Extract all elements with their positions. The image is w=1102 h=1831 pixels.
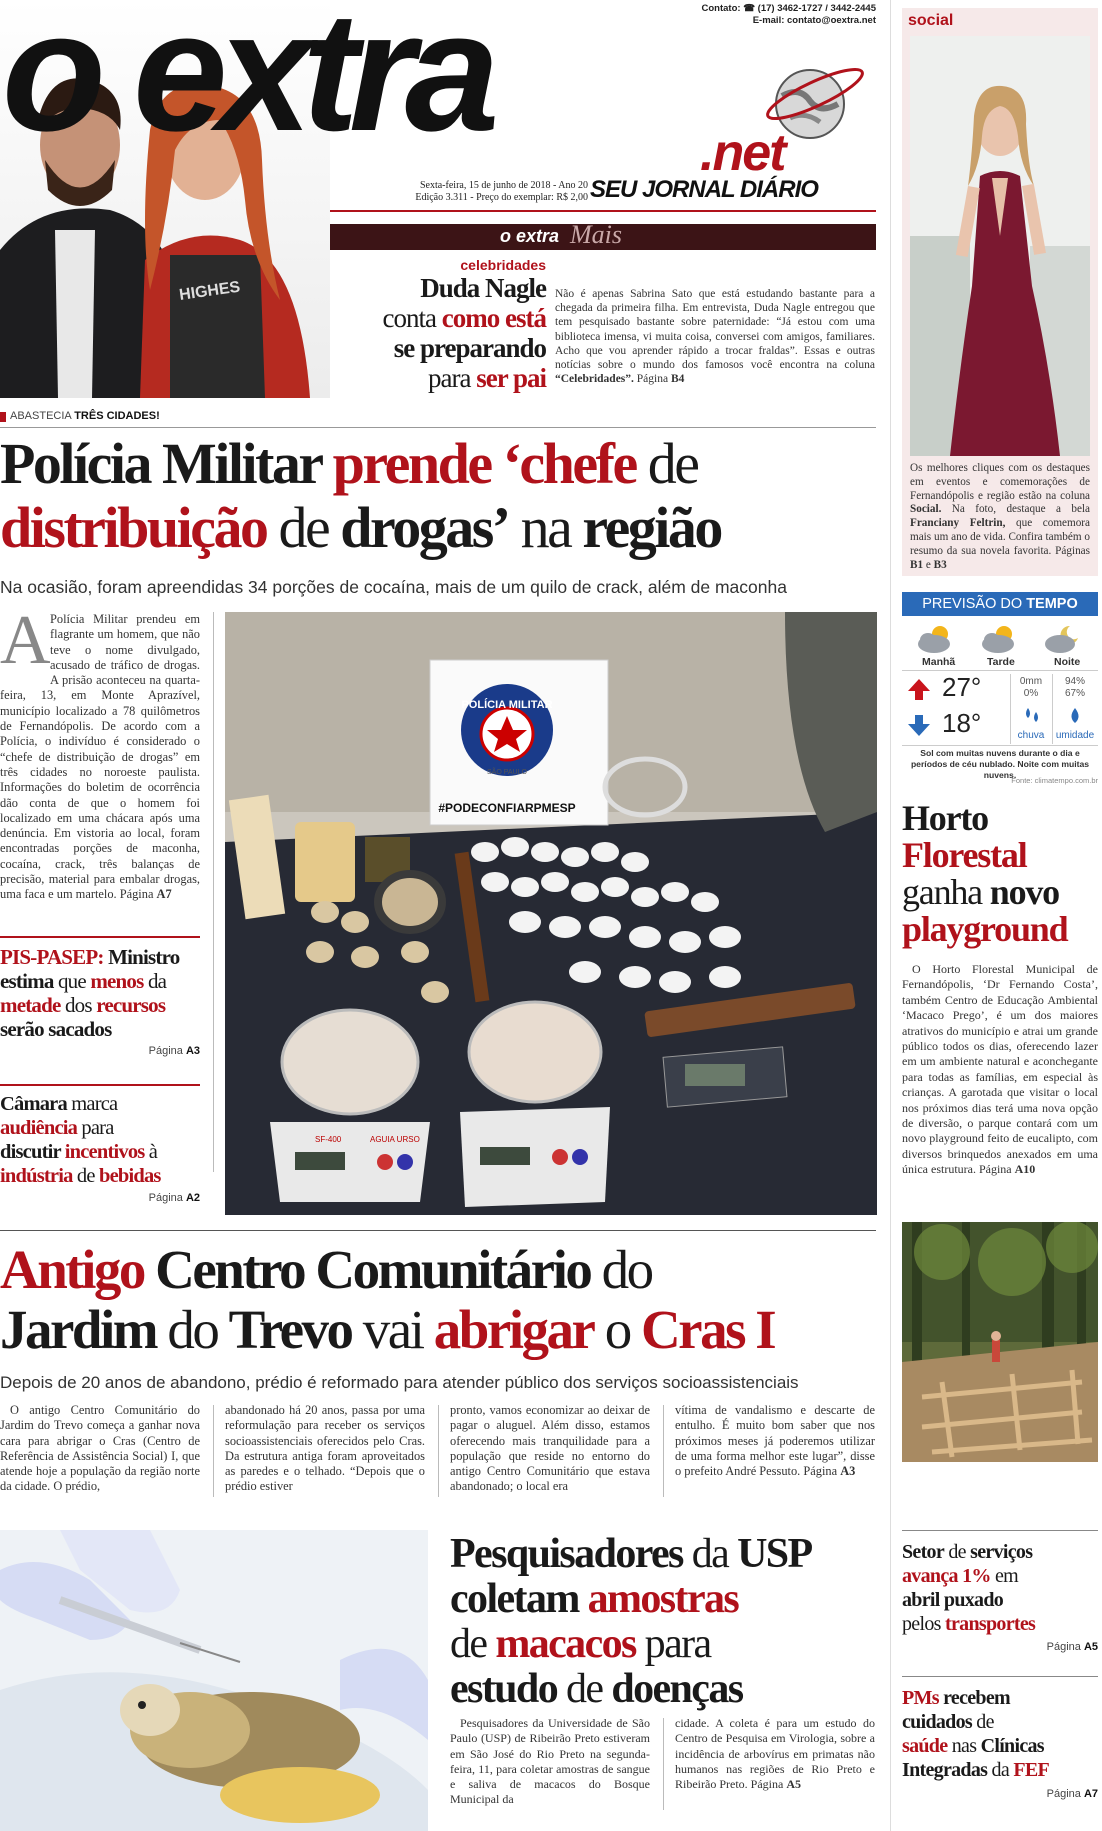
setor-a: Setor: [902, 1541, 945, 1563]
celeb-h-e: para: [428, 363, 477, 393]
camara-page-num: A2: [185, 1192, 200, 1204]
red-divider: [330, 210, 876, 212]
rain-pct: 0%: [1023, 688, 1039, 699]
social-page-b1: B1: [910, 558, 924, 571]
pis-headline[interactable]: [0, 945, 205, 1041]
setor-headline[interactable]: [902, 1540, 1102, 1636]
pms-i: da: [987, 1759, 1014, 1781]
camara-f: incentivos: [64, 1141, 145, 1163]
celeb-h-b: conta: [382, 303, 442, 333]
horto-page: A10: [1014, 1162, 1036, 1177]
setor-c: serviços: [970, 1541, 1033, 1563]
pis-g: metade: [0, 993, 61, 1017]
lead-h1-b: prende ‘chefe: [332, 431, 648, 496]
cras-vrule-2: [438, 1405, 439, 1497]
pis-page: [0, 1045, 200, 1057]
cras-h2-a: Jardim: [0, 1299, 157, 1360]
weather-desc: Sol com muitas nuvens durante o dia e períodos de céu nublado. Noite com muitas nuvens.: [910, 748, 1090, 780]
celeb-page: B4: [670, 373, 685, 386]
weather-source: Fonte: climatempo.com.br: [1011, 776, 1098, 785]
edition-info: [378, 180, 588, 204]
camara-b: marca: [66, 1093, 118, 1115]
mais-logo: o extra: [500, 226, 560, 246]
social-text-d: Franciany Feltrin,: [910, 517, 1006, 530]
pms-c: cuidados: [902, 1711, 972, 1733]
usp-h3-a: de: [450, 1621, 496, 1667]
lead-top-rule: [0, 427, 876, 428]
usp-col-1: [450, 1716, 650, 1808]
rain-mm: 0mm: [1019, 676, 1043, 687]
pis-b: Ministro: [103, 945, 180, 969]
logo-suffix: .net: [700, 124, 785, 182]
pms-h: Integradas: [902, 1759, 988, 1781]
celeb-kicker: celebridades: [460, 257, 546, 273]
camara-a: Câmara: [0, 1093, 67, 1115]
usp-h2-b: amostras: [587, 1576, 739, 1622]
usp-col1-text: Pesquisadores da Universidade de São Paulo (USP) de Ribeirão Preto estiveram em São José do Rio Preto na segunda-feira, 11, para coletar amostras de sangue e saliva de macacos do Bosque Municipal da: [450, 1716, 650, 1807]
usp-h3-b: macacos: [495, 1621, 636, 1667]
celeb-title: [330, 273, 546, 393]
weather-title: [902, 592, 1098, 616]
temp-max: 27°: [942, 672, 982, 702]
pis-e: menos: [90, 969, 144, 993]
playground-photo: [902, 1222, 1098, 1462]
camara-page-label: Página: [148, 1192, 186, 1204]
pms-b: recebem: [938, 1687, 1010, 1709]
lead-h2-a: distribuição: [0, 495, 267, 560]
weather-rule-1: [902, 670, 1098, 671]
pms-g: Clínicas: [980, 1735, 1044, 1757]
camara-g: à: [144, 1141, 158, 1163]
celeb-headline[interactable]: [330, 257, 546, 393]
pis-c: estima: [0, 969, 54, 993]
lead-headline[interactable]: [0, 432, 880, 560]
setor-e: em: [990, 1565, 1019, 1587]
social-text-e: que comemora mais um ano de vida. Confira também o resumo da sua novela favorita. Páginas: [910, 517, 1091, 557]
horto-headline[interactable]: [902, 800, 1098, 948]
monkey-photo: [0, 1530, 428, 1831]
arrow-up-icon: [906, 676, 932, 707]
lead-h2-e: região: [582, 495, 721, 560]
svg-text:SF-400: SF-400: [315, 1135, 342, 1144]
lead-subtitle: Na ocasião, foram apreendidas 34 porções de cocaína, mais de um quilo de crack, além de maconha: [0, 577, 787, 597]
cras-page: A3: [840, 1464, 856, 1479]
pms-page-label: Página: [1046, 1788, 1084, 1800]
setor-page-num: A5: [1083, 1641, 1098, 1653]
pis-i: recursos: [96, 993, 166, 1017]
pms-rule: [902, 1676, 1098, 1677]
mais-script: Mais: [570, 220, 622, 249]
pis-a: PIS-PASEP:: [0, 945, 104, 969]
cras-col4-text: vítima de vandalismo e descarte de entulho. É muito bom saber que nos próximos meses já poderemos utilizar de uma forma melhor este lugar”, disse o prefeito André Pessuto. Página: [675, 1403, 875, 1479]
social-text-c: Na foto, destaque a bela: [941, 503, 1090, 516]
pis-rule: [0, 936, 200, 938]
cras-h2-e: abrigar: [433, 1299, 594, 1360]
celeb-h-f: ser pai: [476, 363, 546, 393]
celeb-h-c: como está: [441, 303, 546, 333]
pms-page-num: A7: [1083, 1788, 1098, 1800]
cras-col3-text: pronto, vamos economizar ao deixar de pagar o aluguel. Além disso, estamos oferecendo mais tranquilidade para a população que reside no entorno do antigo Centro Comunitário que estava abandonado; o local era: [450, 1403, 650, 1494]
right-column-rule: [890, 0, 891, 1831]
svg-text:AGUIA URSO: AGUIA URSO: [370, 1135, 420, 1144]
pms-j: FEF: [1013, 1759, 1049, 1781]
cras-h2-g: Cras I: [640, 1299, 775, 1360]
cras-h1-c: do: [601, 1239, 652, 1300]
camara-rule: [0, 1084, 200, 1086]
oextra-mais-banner[interactable]: [330, 220, 876, 250]
usp-headline[interactable]: [450, 1532, 880, 1712]
celeb-h-d: se preparando: [393, 333, 546, 363]
cras-h2-c: Trevo: [228, 1299, 352, 1360]
usp-h3-c: para: [635, 1621, 711, 1667]
lead-h2-d: na: [508, 495, 583, 560]
cras-col-3: [450, 1403, 650, 1495]
celeb-body: [555, 287, 875, 386]
setor-f: abril puxado: [902, 1589, 1004, 1611]
cras-col-2: [225, 1403, 425, 1495]
horto-body-text: O Horto Florestal Municipal de Fernandópolis, ‘Dr Fernando Costa’, também Centro de Educação Ambiental ‘Macaco Prego’, é um dos maiores atrativos do município e atrai um grande público todos os dias, oferecendo lazer em um ambiente natural e aconchegante para todas as famílias, em especial às crianças. A garotada que visitar o local nos próximos dias terá uma nova opção de diversão, o parque contará com um novo playground feito de eucalipto, com diversos brinquedos anexados em uma única estrutura. Página: [902, 962, 1098, 1177]
social-e: e: [923, 558, 934, 571]
pms-f: nas: [947, 1735, 981, 1757]
period-night: Noite: [1054, 656, 1081, 668]
usp-h4-c: doenças: [611, 1666, 743, 1712]
lead-page: A7: [156, 887, 172, 902]
dropcap: A: [0, 602, 51, 679]
pms-page: [902, 1788, 1098, 1800]
usp-h1-b: da: [682, 1531, 738, 1577]
kicker-bar: [0, 412, 6, 422]
lead-col-rule: [213, 612, 214, 1172]
period-morning: Manhã: [922, 656, 956, 668]
cras-h1-b: Centro Comunitário: [143, 1239, 602, 1300]
pis-page-label: Página: [148, 1045, 186, 1057]
usp-h4-a: estudo: [450, 1666, 558, 1712]
temp-min: 18°: [942, 708, 982, 738]
cras-top-rule: [0, 1230, 876, 1231]
svg-text:SÃO PAULO: SÃO PAULO: [487, 769, 527, 776]
pms-headline[interactable]: [902, 1686, 1102, 1782]
weather-rule-2: [902, 745, 1098, 746]
setor-d: avança 1%: [902, 1565, 991, 1587]
pis-f: da: [143, 969, 167, 993]
weather-title-b: TEMPO: [1026, 596, 1078, 612]
lead-body-text: Polícia Militar prendeu em flagrante um homem, que não teve o nome divulgado, acusado de tráfico de drogas. A prisão aconteceu na quarta-feira, 13, em Monte Aprazível, município localizado a 78 quilômetros de Fernandópolis. De acordo com a Polícia, o indivíduo é considerado o “chefe de distribuição de drogas” em três cidades no noroeste paulista. Informações do boletim de ocorrência dão conta de que o homem foi localizado em uma chácara após uma denúncia. Em vistoria ao local, foram encontradas porções de maconha, cocaína, crack, três balanças de precisão, material para embalar drogas, uma faca e um martelo. Página: [0, 612, 200, 902]
usp-h1-a: Pesquisadores: [450, 1531, 683, 1577]
svg-text:#PODECONFIARPMESP: #PODECONFIARPMESP: [438, 801, 576, 815]
camara-e: discutir: [0, 1141, 65, 1163]
celeb-body-bold: “Celebridades”.: [555, 373, 634, 386]
usp-col2-text: cidade. A coleta é para um estudo do Centro de Pesquisa em Virologia, sobre a incidência de arbovírus em primatas não humanos nas regiões de Rio Preto e Ribeirão Preto. Página: [675, 1716, 875, 1792]
pms-d: de: [972, 1711, 994, 1733]
svg-text:POLÍCIA MILITAR: POLÍCIA MILITAR: [461, 699, 553, 711]
slogan: SEU JORNAL DIÁRIO: [590, 176, 818, 203]
cras-col1-text: O antigo Centro Comunitário do Jardim do Trevo começa a ganhar nova cara para abrigar o Cras (Centro de Referência de Assistência Social) I, que atende hoje a população da região norte da cidade. O prédio,: [0, 1403, 200, 1494]
lead-h1-a: Polícia Militar: [0, 431, 333, 496]
date-line: Sexta-feira, 15 de junho de 2018 - Ano 20: [419, 180, 588, 191]
camara-headline[interactable]: [0, 1092, 205, 1188]
cras-subtitle: Depois de 20 anos de abandono, prédio é reformado para atender público dos serviços socioassistenciais: [0, 1373, 799, 1392]
cras-col-4: [675, 1403, 875, 1479]
lead-h1-c: de: [647, 431, 698, 496]
camara-page: [0, 1192, 200, 1204]
cras-vrule-1: [213, 1405, 214, 1497]
cras-h2-b: do: [156, 1299, 229, 1360]
pis-d: que: [53, 969, 91, 993]
svg-text:HIGHES: HIGHES: [178, 278, 242, 304]
horto-h-d: novo: [989, 872, 1059, 912]
setor-rule: [902, 1530, 1098, 1531]
lead-kicker-a: ABASTECIA: [10, 410, 72, 422]
usp-h1-c: USP: [737, 1531, 812, 1577]
raindrops-icon: [1022, 706, 1042, 731]
pms-a: PMs: [902, 1687, 939, 1709]
usp-h2-a: coletam: [450, 1576, 588, 1622]
horto-h-e: playground: [902, 909, 1068, 949]
celeb-body-text: Não é apenas Sabrina Sato que está estudando bastante para a chegada da primeira filha. Em entrevista, Duda Nagle entregou que tem pesquisado bastante sobre paternidade: “Já estou com uma biblioteca imensa, vi muita coisa, conversei com amigos, familiares. Acho que vou aprender rápido a trocar fraldas”. Essas e outras notícias sobre o mundo dos famosos você encontra na coluna: [555, 288, 875, 372]
hum-min: 67%: [1064, 688, 1085, 699]
contact-info: [660, 3, 876, 27]
usp-page: A5: [786, 1777, 801, 1792]
setor-h: transportes: [945, 1613, 1036, 1635]
pm-sign: [430, 660, 608, 825]
cras-col2-text: abandonado há 20 anos, passa por uma reformulação para receber os serviços socioassistenciais oferecidos pelo Cras. Da estrutura antiga foram aproveitados as paredes e o telhado. “Depois que o prédio estiver: [225, 1403, 425, 1494]
cras-col-1: [0, 1403, 200, 1495]
contact-email: E-mail: contato@oextra.net: [752, 15, 876, 26]
social-box[interactable]: [902, 8, 1098, 576]
usp-h4-b: de: [557, 1666, 612, 1712]
rain-label: chuva: [1017, 730, 1045, 741]
camara-i: de: [72, 1165, 99, 1187]
pms-e: saúde: [902, 1735, 948, 1757]
setor-g: pelos: [902, 1613, 946, 1635]
social-text-a: Os melhores cliques com os destaques em eventos e comemorações de Fernandópolis e região estão na coluna: [910, 462, 1090, 502]
pis-h: dos: [60, 993, 97, 1017]
cras-h1-a: Antigo: [0, 1239, 144, 1300]
horto-body: [902, 962, 1098, 1178]
usp-col-2: [675, 1716, 875, 1792]
weather-widget[interactable]: [902, 592, 1098, 792]
horto-h-c: ganha: [902, 872, 990, 912]
social-text-b: Social.: [910, 503, 942, 516]
period-afternoon: Tarde: [987, 656, 1015, 668]
cras-headline[interactable]: [0, 1240, 880, 1360]
contact-phone: Contato: ☎ (17) 3462-1727 / 3442-2445: [701, 3, 876, 14]
logo-text: o extra: [2, 0, 490, 167]
droplet-icon: [1066, 706, 1084, 731]
camara-c: audiência: [0, 1117, 78, 1139]
celeb-h-a: Duda Nagle: [420, 273, 546, 303]
masthead-logo[interactable]: [0, 0, 785, 182]
social-photo: [910, 36, 1090, 456]
hum-label: umidade: [1055, 730, 1095, 741]
horto-h-a: Horto: [902, 798, 988, 838]
setor-page: [902, 1641, 1098, 1653]
edition-line: Edição 3.311 - Preço do exemplar: R$ 2,00: [415, 192, 588, 203]
social-caption: [910, 462, 1090, 572]
weather-title-a: PREVISÃO DO: [922, 596, 1027, 612]
cras-h2-d: vai: [351, 1299, 434, 1360]
social-page-b3: B3: [933, 558, 947, 571]
cras-h2-f: o: [593, 1299, 641, 1360]
pis-page-num: A3: [185, 1045, 200, 1057]
setor-b: de: [944, 1541, 971, 1563]
arrow-down-icon: [906, 712, 932, 743]
camara-j: bebidas: [98, 1165, 161, 1187]
celeb-page-label: Página: [633, 373, 671, 386]
pis-j: serão sacados: [0, 1017, 112, 1041]
horto-h-b: Florestal: [902, 835, 1027, 875]
usp-vrule: [663, 1718, 664, 1810]
drugs-photo: [225, 612, 877, 1215]
setor-page-label: Página: [1046, 1641, 1084, 1653]
lead-kicker-b: TRÊS CIDADES!: [74, 410, 160, 422]
lead-h2-c: drogas’: [340, 495, 509, 560]
hum-max: 94%: [1064, 676, 1085, 687]
camara-h: indústria: [0, 1165, 73, 1187]
camara-d: para: [77, 1117, 114, 1139]
cras-vrule-3: [663, 1405, 664, 1497]
lead-h2-b: de: [266, 495, 341, 560]
social-label: social: [908, 12, 954, 29]
lead-body: [0, 602, 200, 903]
